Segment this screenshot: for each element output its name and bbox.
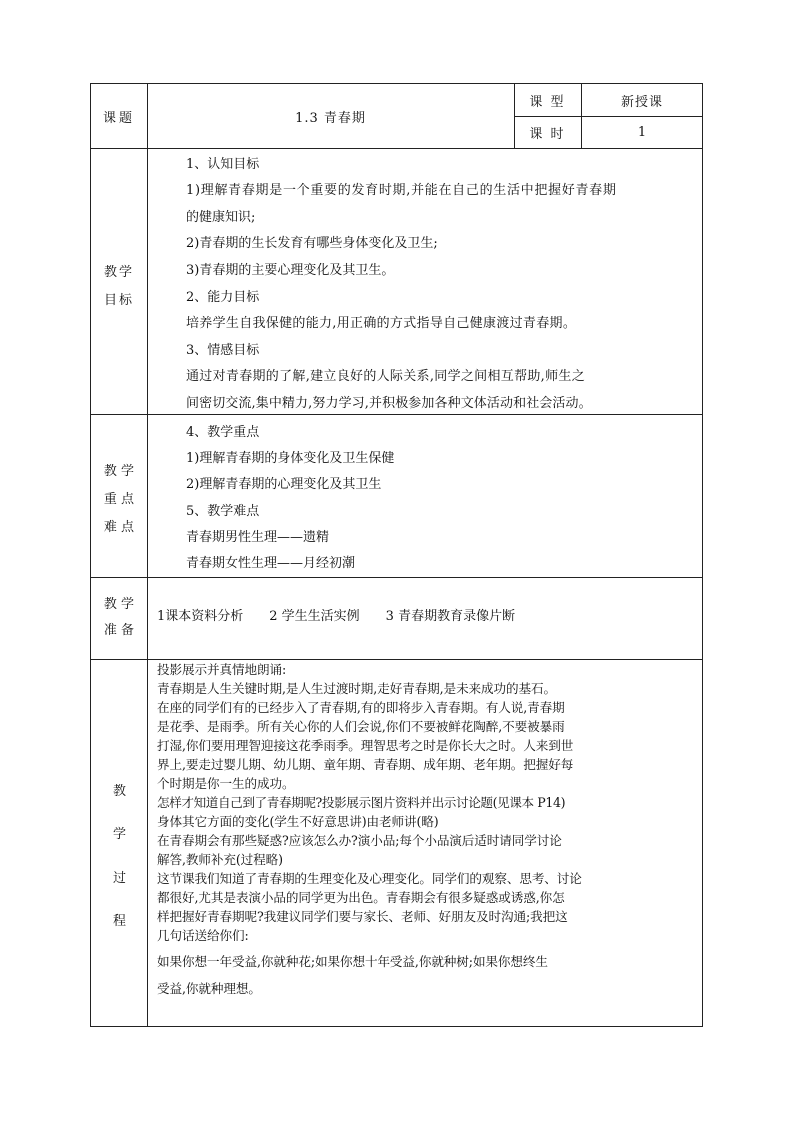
process-line: 打湿,你们要用理智迎接这花季雨季。理智思考之时是你长大之时。人来到世 (157, 738, 574, 753)
lesson-title: 1.3 青春期 (295, 110, 366, 126)
row-separator-1 (91, 148, 702, 149)
process-line: 界上,要走过婴儿期、幼儿期、童年期、青春期、成年期、老年期。把握好每 (157, 757, 574, 772)
process-line: 几句话送给你们: (157, 928, 249, 943)
lesson-plan-table (90, 83, 703, 1027)
type-label: 课 型 (529, 94, 566, 110)
title-label: 课题 (102, 110, 135, 126)
key-points-line: 1)理解青春期的身体变化及卫生保健 (186, 451, 395, 466)
process-label-line-2: 学 (113, 827, 127, 842)
process-label-line-1: 教 (113, 784, 127, 799)
hours-label: 课 时 (529, 126, 566, 142)
objectives-label-line-1: 教学 (103, 265, 134, 280)
key-points-line: 青春期男性生理——遗精 (186, 530, 330, 545)
objectives-label (91, 259, 147, 315)
key-points-line: 5、教学难点 (186, 504, 260, 519)
objectives-line: 培养学生自我保健的能力,用正确的方式指导自己健康渡过青春期。 (186, 316, 577, 331)
preparation-label-line-2: 准 备 (103, 623, 135, 638)
process-label-line-3: 过 (113, 871, 127, 886)
process-label-line-4: 程 (113, 914, 127, 929)
type-value: 新授课 (620, 94, 663, 110)
objectives-line: 2、能力目标 (186, 290, 260, 305)
process-line: 青春期是人生关键时期,是人生过渡时期,走好青春期,是未来成功的基石。 (157, 681, 557, 696)
process-line: 样把握好青春期呢?我建议同学们要与家长、老师、好朋友及时沟通;我把这 (157, 909, 568, 924)
preparation-label-line-1: 教 学 (103, 597, 135, 612)
process-line: 都很好,尤其是表演小品的同学更为出色。青春期会有很多疑惑或诱惑,你怎 (157, 890, 565, 905)
process-line: 在座的同学们有的已经步入了青春期,有的即将步入青春期。有人说,青春期 (157, 700, 565, 715)
key-points-label (91, 458, 147, 542)
objectives-label-line-2: 目标 (103, 293, 134, 308)
preparation-label (91, 592, 147, 644)
key-points-line: 2)理解青春期的心理变化及其卫生 (186, 477, 382, 492)
objectives-line: 1、认知目标 (186, 157, 260, 172)
process-line: 解答,教师补充(过程略) (157, 852, 283, 867)
process-line: 身体其它方面的变化(学生不好意思讲)由老师讲(略) (157, 814, 439, 829)
key-points-label-line-2: 重 点 (103, 492, 135, 507)
objectives-line: 间密切交流,集中精力,努力学习,并积极参加各种文体活动和社会活动。 (186, 396, 592, 411)
objectives-line: 1)理解青春期是一个重要的发育时期,并能在自己的生活中把握好青春期 (186, 183, 617, 198)
process-line: 投影展示并真情地朗诵: (157, 662, 287, 677)
process-line: 受益,你就种理想。 (157, 981, 261, 996)
objectives-line: 的健康知识; (186, 210, 256, 225)
objectives-line: 通过对青春期的了解,建立良好的人际关系,同学之间相互帮助,师生之 (186, 369, 585, 384)
key-points-label-line-3: 难 点 (103, 520, 135, 535)
process-line: 是花季、是雨季。所有关心你的人们会说,你们不要被鲜花陶醉,不要被暴雨 (157, 719, 565, 734)
hours-value: 1 (637, 124, 647, 140)
objectives-line: 3)青春期的主要心理变化及其卫生。 (186, 263, 395, 278)
key-points-line: 4、教学重点 (186, 425, 260, 440)
process-line: 如果你想一年受益,你就种花;如果你想十年受益,你就种树;如果你想终生 (157, 954, 548, 969)
process-line: 怎样才知道自己到了青春期呢?投影展示图片资料并出示讨论题(见课本 P14) (157, 795, 566, 810)
row-separator-3 (91, 577, 702, 578)
label-column-divider (147, 84, 148, 1027)
process-line: 在青春期会有那些疑惑?应该怎么办?演小品;每个小品演后适时请同学讨论 (157, 833, 562, 848)
row-separator-4 (91, 659, 702, 660)
objectives-line: 2)青春期的生长发育有哪些身体变化及卫生; (186, 236, 438, 251)
key-points-line: 青春期女性生理——月经初潮 (186, 556, 356, 571)
process-line: 这节课我们知道了青春期的生理变化及心理变化。同学们的观察、思考、讨论 (157, 871, 582, 886)
objectives-line: 3、情感目标 (186, 343, 260, 358)
key-points-label-line-1: 教 学 (103, 464, 135, 479)
process-line: 个时期是你一生的成功。 (157, 776, 295, 791)
preparation-items: 1课本资料分析 2 学生生活实例 3 青春期教育录像片断 (157, 609, 516, 624)
row-separator-2 (91, 414, 702, 415)
